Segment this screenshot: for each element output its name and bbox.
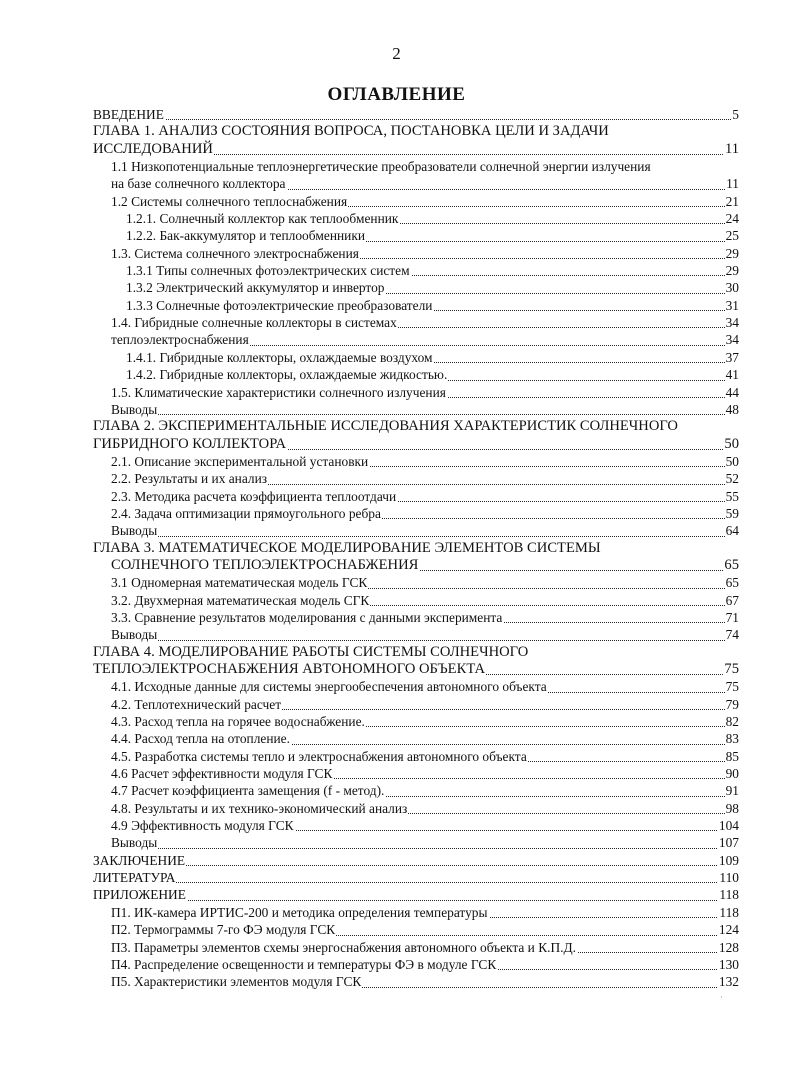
toc-entry[interactable] [93,713,739,730]
toc-entry-title: ЛИТЕРАТУРА [93,870,176,886]
toc-entry-page: 24 [725,211,739,227]
toc-entry-page: 67 [725,592,739,608]
toc-entry-title: ГИБРИДНОГО КОЛЛЕКТОРА [93,435,286,452]
toc-entry[interactable] [93,817,739,834]
toc-entry[interactable] [93,158,739,175]
toc-entry[interactable] [93,886,739,903]
toc-entry-title: 2.4. Задача оптимизации прямоугольного ребра [111,505,381,521]
toc-entry[interactable] [93,939,739,956]
toc-entry-title: П3. Параметры элементов схемы энергоснабжения автономного объекта и К.П.Д. [111,939,576,955]
toc-entry-page: 64 [725,523,739,539]
toc-entry-title: ПРИЛОЖЕНИЕ [93,887,186,903]
toc-entry-title: 1.3. Система солнечного электроснабжения [111,245,359,261]
toc-entry[interactable] [93,401,739,418]
toc-entry[interactable] [93,505,739,522]
toc-entry-title: Выводы [111,835,158,851]
toc-entry[interactable] [93,921,739,938]
toc-entry[interactable] [93,730,739,747]
toc-entry-page: 110 [719,870,739,886]
toc-entry-page: 74 [725,627,739,643]
toc-entry-page: 11 [724,140,739,157]
toc-entry[interactable] [93,193,739,210]
toc-entry-title: 1.3.2 Электрический аккумулятор и инвертор [126,280,385,296]
toc-entry-title: ЗАКЛЮЧЕНИЕ [93,852,186,868]
toc-entry-title: 4.9 Эффективность модуля ГСК [111,818,294,834]
toc-entry-title: П5. Характеристики элементов модуля ГСК [111,974,362,990]
toc-entry-page: 75 [725,679,739,695]
toc-entry-title: ГЛАВА 4. МОДЕЛИРОВАНИЕ РАБОТЫ СИСТЕМЫ СОЛНЕЧНОГО [93,643,529,660]
toc-entry[interactable] [93,227,739,244]
toc-entry-title: на базе солнечного коллектора [111,176,286,192]
toc-entry-page: 130 [718,956,739,972]
toc-entry-page: 34 [725,332,739,348]
page-number: 2 [392,44,401,63]
toc-entry-title: теплоэлектроснабжения [111,332,249,348]
toc-entry-title: 3.3. Сравнение результатов моделирования с данными эксперимента [111,609,503,625]
toc-entry-title: Выводы [111,523,158,539]
toc-entry[interactable] [93,869,739,886]
toc-entry[interactable] [93,626,739,643]
toc-entry-page: 128 [718,939,739,955]
toc-entry-title: 1.2 Системы солнечного теплоснабжения [111,193,348,209]
toc-entry-page: 65 [724,556,739,573]
toc-entry-page: 71 [725,609,739,625]
toc-entry-title: 3.1 Одномерная математическая модель ГСК [111,575,368,591]
toc-entry-title: П4. Распределение освещенности и температуры ФЭ в модуле ГСК [111,956,497,972]
toc-entry-title: 1.2.1. Солнечный коллектор как теплообменник [126,211,399,227]
toc-entry-title: ВВЕДЕНИЕ [93,107,164,122]
dot-leader [93,865,739,866]
toc-entry-page: 41 [725,367,739,383]
toc-entry[interactable] [93,765,739,782]
toc-entry-title: 4.4. Расход тепла на отопление. [111,731,290,747]
toc-entry-page: 85 [725,748,739,764]
toc-entry-page: 29 [725,263,739,279]
toc-entry-title: 4.3. Расход тепла на горячее водоснабжение. [111,714,365,730]
toc-entry-page: 132 [718,974,739,990]
toc-entry-title: 4.5. Разработка системы тепло и электроснабжения автономного объекта [111,748,527,764]
toc-entry-page: 90 [725,766,739,782]
toc-entry-title: 3.2. Двухмерная математическая модель СГК [111,592,370,608]
toc-entry[interactable] [93,782,739,799]
toc-entry-title: 1.2.2. Бак-аккумулятор и теплообменники [126,228,366,244]
toc-entry-title: 4.7 Расчет коэффициента замещения (f - метод). [111,783,385,799]
toc-entry-title: 4.2. Теплотехнический расчет [111,696,282,712]
toc-entry[interactable] [93,696,739,713]
table-of-contents [93,106,739,991]
toc-entry-page: 109 [718,852,739,868]
toc-entry-page: 31 [725,297,739,313]
toc-entry-title: СОЛНЕЧНОГО ТЕПЛОЭЛЕКТРОСНАБЖЕНИЯ [111,556,419,573]
toc-entry[interactable] [93,592,739,609]
toc-entry[interactable] [93,384,739,401]
toc-entry-title: 2.2. Результаты и их анализ [111,471,268,487]
toc-entry-title: 1.4. Гибридные солнечные коллекторы в системах [111,315,397,331]
toc-entry[interactable] [93,834,739,851]
toc-entry-title: 4.6 Расчет эффективности модуля ГСК [111,766,333,782]
toc-entry-page: 25 [725,228,739,244]
toc-entry-title: 4.1. Исходные данные для системы энергообеспечения автономного объекта [111,679,547,695]
toc-entry[interactable] [93,418,739,435]
toc-entry-page: 104 [718,818,739,834]
dot-leader [111,536,739,537]
toc-entry-page: 79 [725,696,739,712]
toc-entry-page: 55 [725,488,739,504]
toc-entry-page: 59 [725,505,739,521]
toc-entry-page: 21 [725,193,739,209]
toc-entry-title: 1.4.1. Гибридные коллекторы, охлаждаемые воздухом [126,349,433,365]
toc-entry[interactable] [93,852,739,869]
toc-entry-page: 34 [725,315,739,331]
toc-entry-page: 98 [725,800,739,816]
dot-leader [93,900,739,901]
toc-entry-title: 2.1. Описание экспериментальной установки [111,453,369,469]
toc-entry[interactable] [93,644,739,661]
toc-entry-title: ГЛАВА 1. АНАЛИЗ СОСТОЯНИЯ ВОПРОСА, ПОСТАНОВКА ЦЕЛИ И ЗАДАЧИ [93,123,609,140]
toc-entry[interactable] [93,123,739,140]
toc-entry-page: 37 [725,349,739,365]
toc-entry[interactable] [93,800,739,817]
dot-leader [111,640,739,641]
toc-entry-title: ГЛАВА 3. МАТЕМАТИЧЕСКОЕ МОДЕЛИРОВАНИЕ ЭЛЕМЕНТОВ СИСТЕМЫ [93,539,601,556]
toc-entry-page: 75 [724,661,739,677]
toc-entry-title: ТЕПЛОЭЛЕКТРОСНАБЖЕНИЯ АВТОНОМНОГО ОБЪЕКТА [93,661,486,677]
toc-entry-title: Выводы [111,627,158,643]
toc-entry[interactable] [93,748,739,765]
toc-entry-title: 4.8. Результаты и их технико-экономический анализ [111,800,408,816]
toc-entry[interactable] [93,470,739,487]
dot-leader [93,119,739,120]
toc-entry-page: 50 [724,435,739,452]
toc-entry-page: 124 [718,922,739,938]
toc-entry-page: 118 [719,887,739,903]
toc-entry-page: 65 [725,575,739,591]
toc-entry-title: Выводы [111,401,158,417]
dot-leader [93,882,739,883]
toc-heading: ОГЛАВЛЕНИЕ [327,84,466,105]
toc-entry-title: П1. ИК-камера ИРТИС-200 и методика определения температуры [111,904,488,920]
toc-entry[interactable] [93,557,739,574]
toc-entry[interactable] [93,279,739,296]
toc-entry-page: 82 [725,714,739,730]
toc-entry[interactable] [93,175,739,192]
toc-entry-title: ИССЛЕДОВАНИЙ [93,140,213,157]
toc-entry-page: 5 [732,107,739,122]
toc-entry[interactable] [93,297,739,314]
toc-entry-title: П2. Термограммы 7-го ФЭ модуля ГСК [111,922,336,938]
toc-entry[interactable] [93,904,739,921]
toc-entry-page: 50 [725,453,739,469]
toc-entry-title: 1.3.1 Типы солнечных фотоэлектрических систем [126,263,410,279]
toc-entry[interactable] [93,453,739,470]
toc-entry[interactable] [93,522,739,539]
toc-entry[interactable] [93,661,739,678]
toc-entry[interactable] [93,973,739,990]
toc-entry[interactable] [93,349,739,366]
toc-entry-page: 44 [725,384,739,400]
toc-entry[interactable] [93,262,739,279]
toc-entry-page: 48 [725,401,739,417]
toc-entry-page: 91 [725,783,739,799]
toc-entry-title: ГЛАВА 2. ЭКСПЕРИМЕНТАЛЬНЫЕ ИССЛЕДОВАНИЯ ХАРАКТЕРИСТИК СОЛНЕЧНОГО [93,418,678,435]
toc-entry[interactable] [93,574,739,591]
toc-entry-page: 83 [725,731,739,747]
toc-entry[interactable] [93,956,739,973]
dot-leader [111,848,739,849]
toc-entry[interactable] [93,210,739,227]
toc-entry-title: 1.1 Низкопотенциальные теплоэнергетические преобразователи солнечной энергии излучения [111,159,651,175]
toc-entry[interactable] [93,678,739,695]
toc-entry[interactable] [93,609,739,626]
toc-entry-page: 107 [718,835,739,851]
toc-entry[interactable] [93,314,739,331]
toc-entry-page: 52 [725,471,739,487]
toc-entry[interactable] [93,331,739,348]
toc-entry-page: 30 [725,280,739,296]
toc-entry[interactable] [93,106,739,123]
toc-entry-page: 11 [726,176,739,192]
toc-entry[interactable] [93,141,739,158]
scan-speck: · [720,993,723,1002]
toc-entry[interactable] [93,366,739,383]
toc-entry-title: 1.5. Климатические характеристики солнечного излучения [111,384,446,400]
toc-entry-title: 2.3. Методика расчета коэффициента теплоотдачи [111,488,397,504]
toc-entry-title: 1.4.2. Гибридные коллекторы, охлаждаемые жидкостью. [126,367,448,383]
toc-entry-page: 29 [725,245,739,261]
toc-entry[interactable] [93,488,739,505]
toc-entry[interactable] [93,436,739,453]
toc-entry[interactable] [93,540,739,557]
toc-entry-title: 1.3.3 Солнечные фотоэлектрические преобразователи [126,297,433,313]
toc-entry[interactable] [93,245,739,262]
dot-leader [111,414,739,415]
toc-entry-page: 118 [719,904,739,920]
